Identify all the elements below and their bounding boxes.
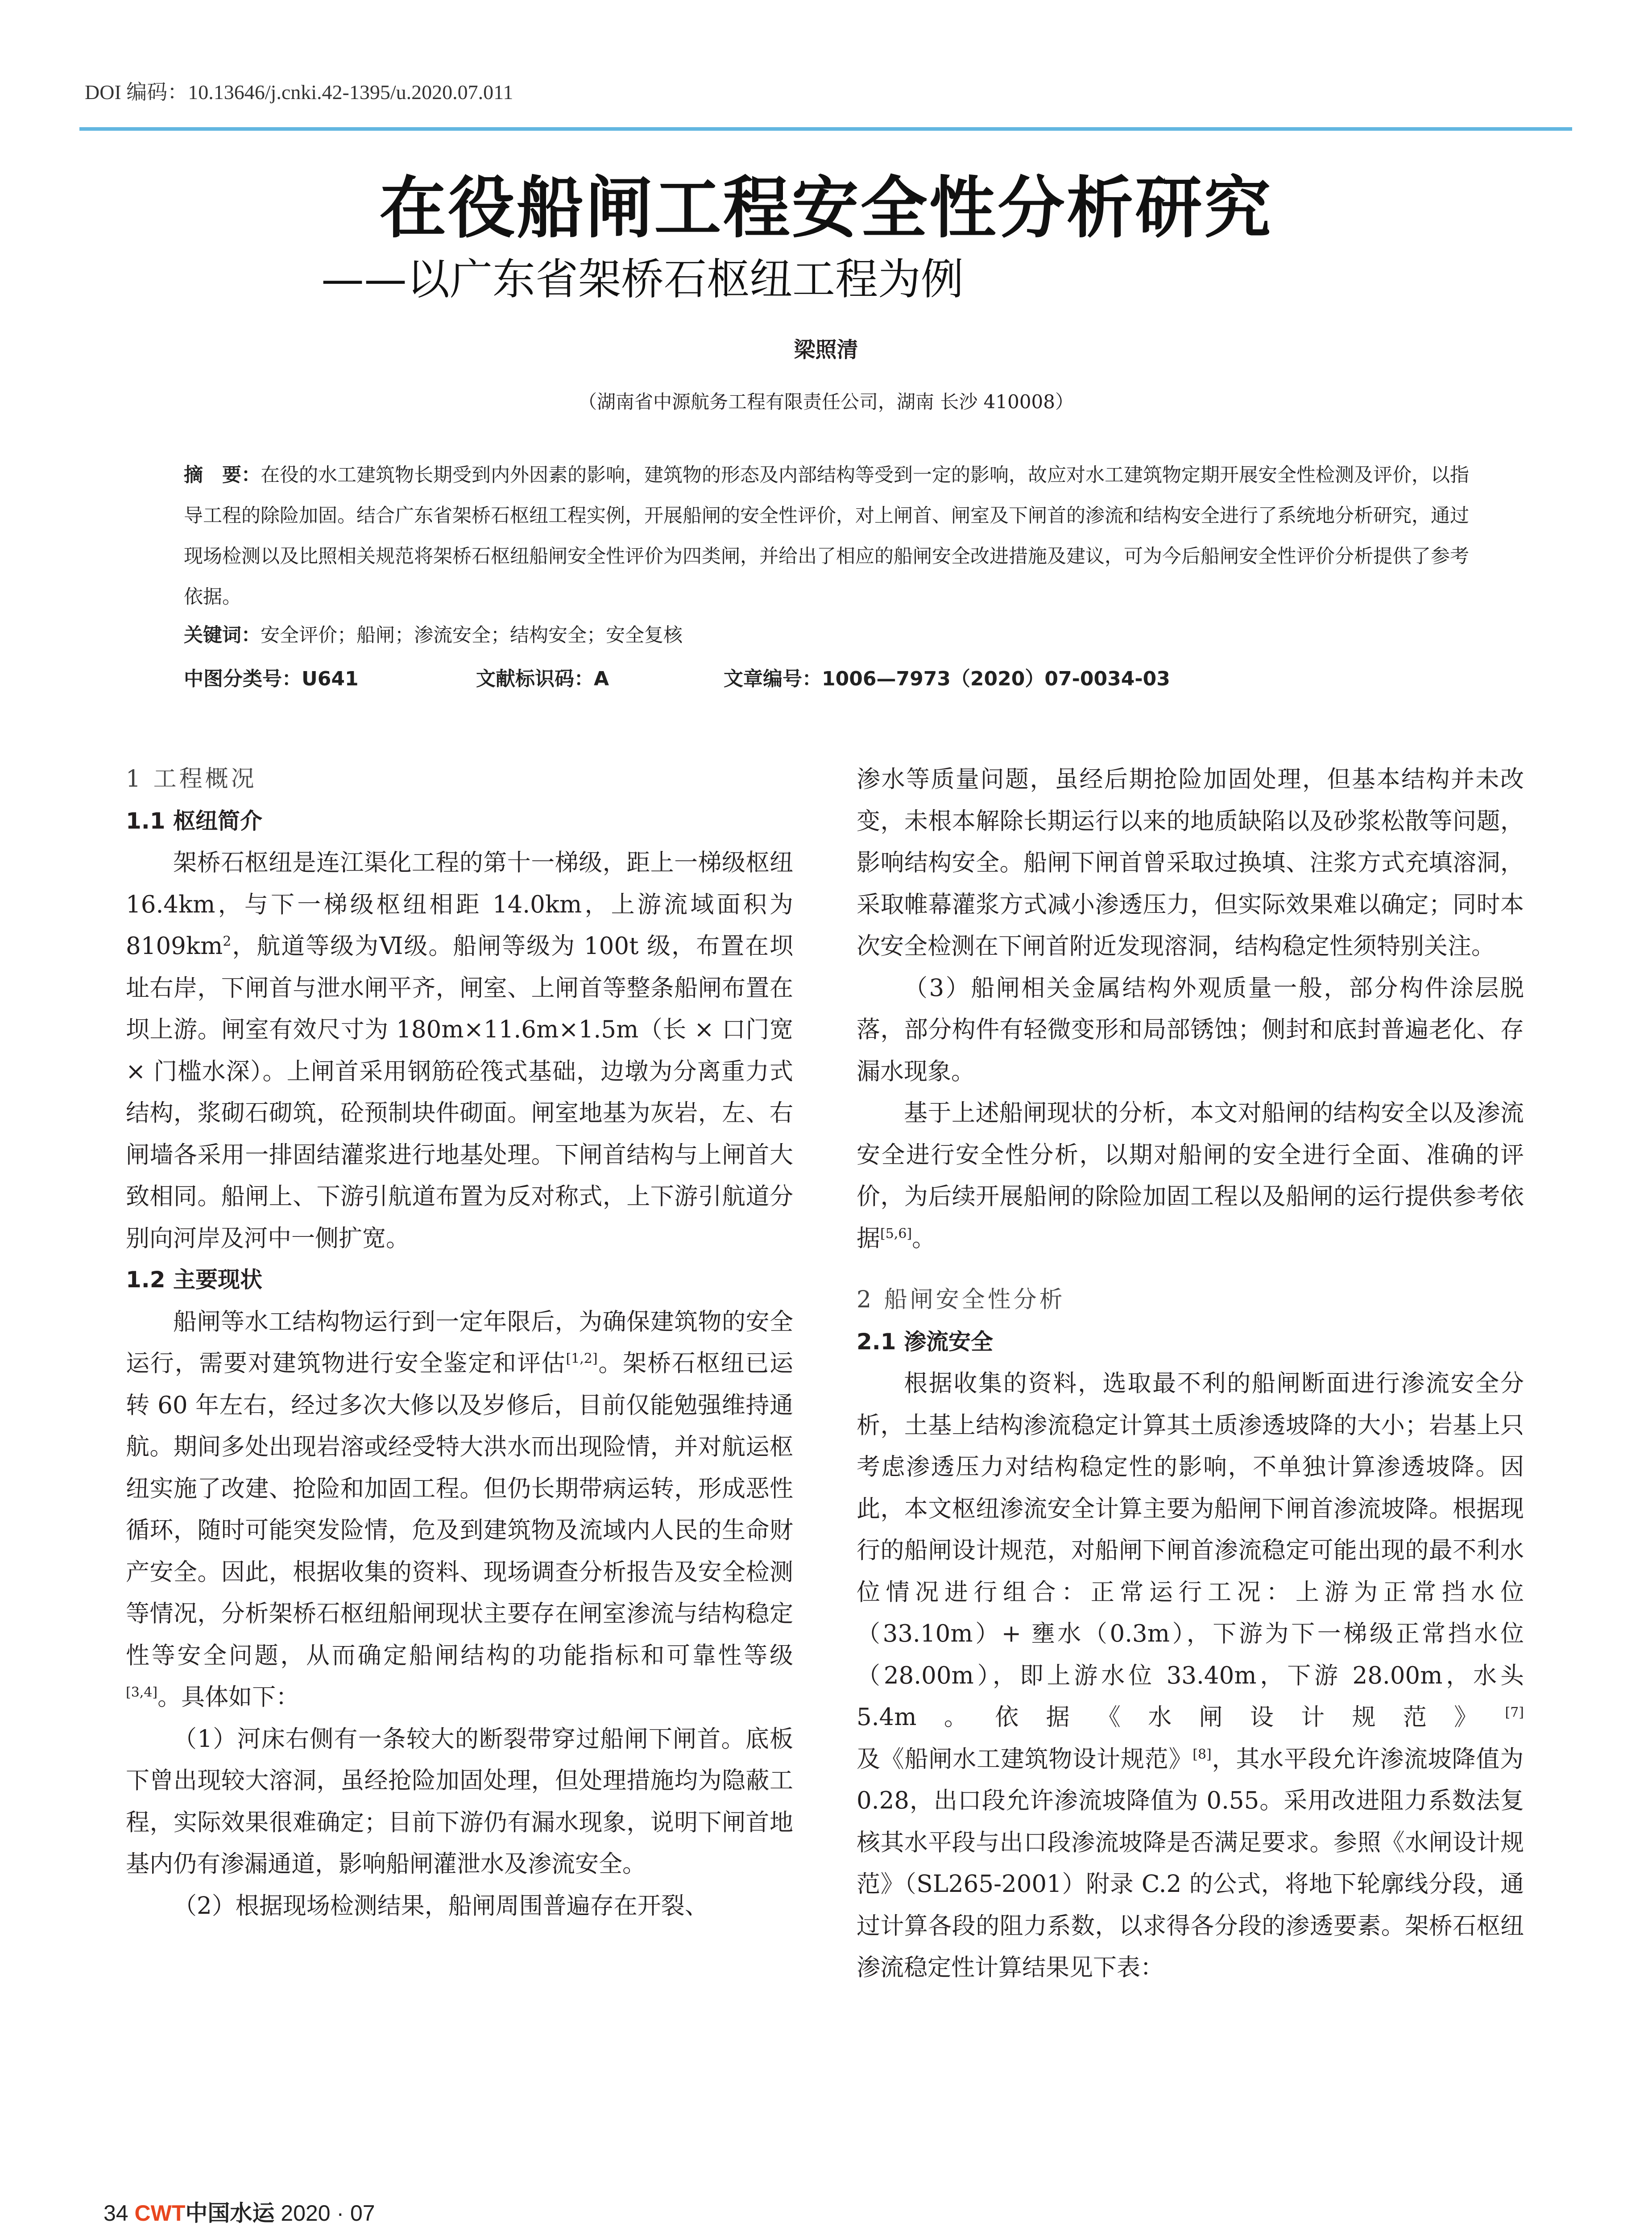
keywords (184, 620, 683, 647)
page-footer (104, 2195, 375, 2227)
abstract (184, 455, 1478, 618)
text-run: 。架桥石枢纽已运转 60 年左右，经过多次大修以及岁修后，目前仅能勉强维持通航。期间多处出现岩溶或经受特大洪水而出现险情，并对航运枢纽实施了改建、抢险和加固工程。但仍长期带病运转，形成恶性循环，随时可能突发险情，危及到建筑物及流域内人民的生命财产安全。因此，根据收集的资料、现场调查分析报告及安全检测等情况，分析架桥石枢纽船闸现状主要存在闸室渗流与结构稳定性等安全问题，从而确定船闸结构的功能指标和可靠性等级 (126, 1350, 794, 1669)
text-run: 根据收集的资料，选取最不利的船闸断面进行渗流安全分析，土基上结构渗流稳定计算其土质渗透坡降的大小；岩基上只考虑渗透压力对结构稳定性的影响，不单独计算渗透坡降。因此，本文枢纽渗流安全计算主要为船闸下闸首渗流坡降。根据现行的船闸设计规范，对船闸下闸首渗流稳定可能出现的最不利水位情况进行组合：正常运行工况：上游为正常挡水位（33.10m）+ 壅水（0.3m），下游为下一梯级正常挡水位（28.00m），即上游水位 33.40m，下游 28.00m，水头 5.4m。依据《水闸设计规范》 (857, 1370, 1524, 1731)
classification-line (184, 663, 1170, 691)
journal-logo: CWT (134, 2201, 186, 2226)
subsection-heading-1-2: 1.2 主要现状 (126, 1267, 262, 1293)
citation: [5,6] (880, 1225, 912, 1241)
section-heading-2: 2 船闸安全性分析 (857, 1286, 1065, 1313)
paragraph: （2）根据现场检测结果，船闸周围普遍存在开裂、 (173, 1892, 708, 1920)
citation: [3,4] (126, 1684, 158, 1700)
page-number: 34 (104, 2201, 128, 2226)
clc-number: 中图分类号：U641 (184, 668, 359, 690)
citation: [8] (1192, 1746, 1212, 1762)
right-column (857, 759, 1524, 1989)
paragraph (857, 1363, 1524, 1989)
section-heading-1: 1 工程概况 (126, 766, 257, 792)
left-column (126, 759, 793, 1927)
subsection-heading-2-1: 2.1 渗流安全 (857, 1328, 993, 1355)
citation: [7] (1505, 1704, 1524, 1721)
paragraph (126, 842, 793, 1259)
citation: [1,2] (566, 1351, 598, 1367)
keywords-label: 关键词： (184, 624, 261, 647)
abstract-text: 在役的水工建筑物长期受到内外因素的影响，建筑物的形态及内部结构等受到一定的影响，故应对水工建筑物定期开展安全性检测及评价，以指导工程的除险加固。结合广东省架桥石枢纽工程实例，开展船闸的安全性评价，对上闸首、闸室及下闸首的渗流和结构安全进行了系统地分析研究，通过现场检测以及比照相关规范将架桥石枢纽船闸安全性评价为四类闸，并给出了相应的船闸安全改进措施及建议，可为今后船闸安全性评价分析提供了参考依据。 (184, 464, 1469, 608)
abstract-label: 摘 要： (184, 464, 261, 486)
doi-line: DOI 编码：10.13646/j.cnki.42-1395/u.2020.07.011 (85, 81, 513, 104)
article-number: 文章编号：1006—7973（2020）07-0034-03 (724, 668, 1170, 690)
subsection-heading-1-1: 1.1 枢纽简介 (126, 808, 262, 834)
keywords-text: 安全评价；船闸；渗流安全；结构安全；安全复核 (261, 624, 683, 647)
spacer (857, 1259, 1524, 1279)
text-run: 及《船闸水工建筑物设计规范》 (857, 1745, 1193, 1773)
text-run: 船闸等水工结构物运行到一定年限后，为确保建筑物的安全运行，需要对建筑物进行安全鉴定和评估 (126, 1308, 793, 1377)
journal-name: 中国水运 (185, 2200, 275, 2226)
text-run: 。 (912, 1224, 936, 1252)
author: 梁照清 (794, 337, 858, 362)
paper-subtitle: ——以广东省架桥石枢纽工程为例 (321, 254, 964, 304)
paragraph (126, 1301, 793, 1718)
superscript: 2 (223, 933, 232, 950)
text-run: 架桥石枢纽是连江渠化工程的第十一梯级，距上一梯级枢纽 16.4km，与下一梯级枢纽相距 14.0km，上游流域面积为 8109km (126, 849, 793, 960)
header-rule (79, 127, 1572, 131)
paper-title: 在役船闸工程安全性分析研究 (379, 169, 1273, 247)
document-code: 文献标识码：A (476, 668, 609, 690)
paragraph: （3）船闸相关金属结构外观质量一般，部分构件涂层脱落，部分构件有轻微变形和局部锈蚀；侧封和底封普遍老化、存漏水现象。 (857, 974, 1524, 1085)
paragraph (857, 1092, 1524, 1259)
journal-issue: 2020 · 07 (281, 2201, 375, 2226)
text-run: 。具体如下： (157, 1684, 300, 1711)
text-run: ，航道等级为Ⅵ级。船闸等级为 100t 级，布置在坝址右岸，下闸首与泄水闸平齐，闸室、上闸首等整条船闸布置在坝上游。闸室有效尺寸为 180m×11.6m×1.5m（长 × 口门宽 × 门槛水深）。上闸首采用钢筋砼筏式基础，边墩为分离重力式结构，浆砌石砌筑，砼预制块件砌面。闸室地基为灰岩，左、右闸墙各采用一排固结灌浆进行地基处理。下闸首结构与上闸首大致相同。船闸上、下游引航道布置为反对称式，上下游引航道分别向河岸及河中一侧扩宽。 (126, 933, 793, 1252)
paragraph: （1）河床右侧有一条较大的断裂带穿过船闸下闸首。底板下曾出现较大溶洞，虽经抢险加固处理，但处理措施均为隐蔽工程，实际效果很难确定；目前下游仍有漏水现象，说明下闸首地基内仍有渗漏通道，影响船闸灌泄水及渗流安全。 (126, 1725, 793, 1878)
affiliation: （湖南省中源航务工程有限责任公司，湖南 长沙 410008） (578, 391, 1074, 413)
text-run: 基于上述船闸现状的分析，本文对船闸的结构安全以及渗流安全进行安全性分析，以期对船闸的安全进行全面、准确的评价，为后续开展船闸的除险加固工程以及船闸的运行提供参考依据 (857, 1099, 1524, 1252)
text-run: ，其水平段允许渗流坡降值为 0.28，出口段允许渗流坡降值为 0.55。采用改进阻力系数法复核其水平段与出口段渗流坡降是否满足要求。参照《水闸设计规范》（SL265-2001）附录 C.2 的公式，将地下轮廓线分段，通过计算各段的阻力系数，以求得各分段的渗透要素。架桥石枢纽渗流稳定性计算结果见下表： (857, 1745, 1524, 1981)
paragraph: 渗水等质量问题，虽经后期抢险加固处理，但基本结构并未改变，未根本解除长期运行以来的地质缺陷以及砂浆松散等问题，影响结构安全。船闸下闸首曾采取过换填、注浆方式充填溶洞，采取帷幕灌浆方式减小渗透压力，但实际效果难以确定；同时本次安全检测在下闸首附近发现溶洞，结构稳定性须特别关注。 (857, 766, 1524, 960)
